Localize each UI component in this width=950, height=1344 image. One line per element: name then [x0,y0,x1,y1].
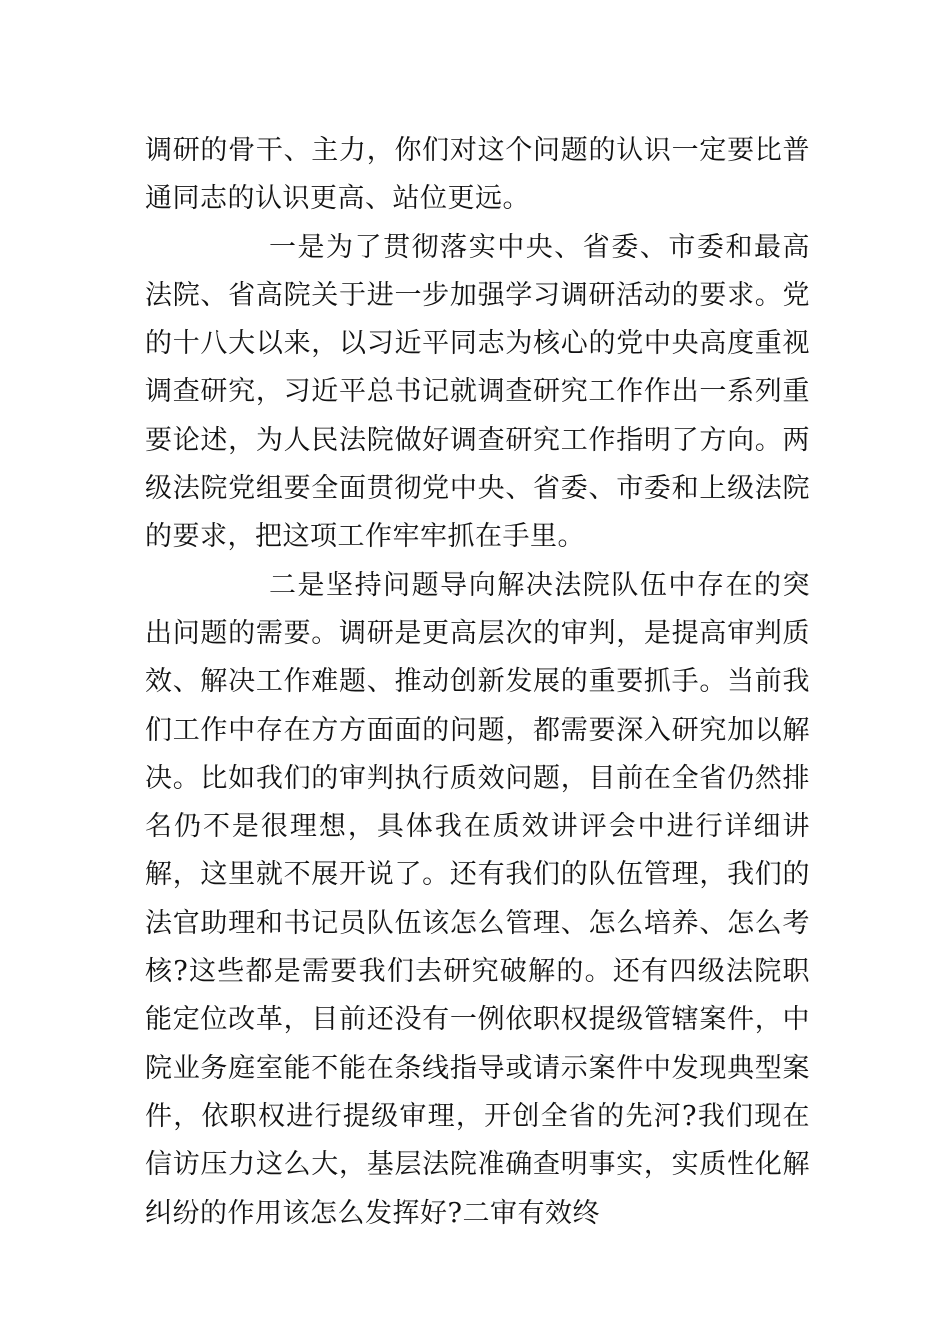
document-body [145,127,810,1238]
paragraph-1: 调研的骨干、主力，你们对这个问题的认识一定要比普通同志的认识更高、站位更远。 [145,135,810,215]
paragraph-3: 二是坚持问题导向解决法院队伍中存在的突出问题的需要。调研是更高层次的审判，是提高审判质效、解决工作难题、推动创新发展的重要抓手。当前我们工作中存在方方面面的问题，都需要深入研究加以解决。比如我们的审判执行质效问题，目前在全省仍然排名仍不是很理想，具体我在质效讲评会中进行详细讲解，这里就不展开说了。还有我们的队伍管理，我们的法官助理和书记员队伍该怎么管理、怎么培养、怎么考核?这些都是需要我们去研究破解的。还有四级法院职能定位改革，目前还没有一例依职权提级管辖案件，中院业务庭室能不能在条线指导或请示案件中发现典型案件，依职权进行提级审理，开创全省的先河?我们现在信访压力这么大，基层法院准确查明事实，实质性化解纠纷的作用该怎么发挥好?二审有效终 [145,569,810,1229]
paragraph-2: 一是为了贯彻落实中央、省委、市委和最高法院、省高院关于进一步加强学习调研活动的要求。党的十八大以来，以习近平同志为核心的党中央高度重视调查研究，习近平总书记就调查研究工作作出一系列重要论述，为人民法院做好调查研究工作指明了方向。两级法院党组要全面贯彻党中央、省委、市委和上级法院的要求，把这项工作牢牢抓在手里。 [145,231,810,553]
